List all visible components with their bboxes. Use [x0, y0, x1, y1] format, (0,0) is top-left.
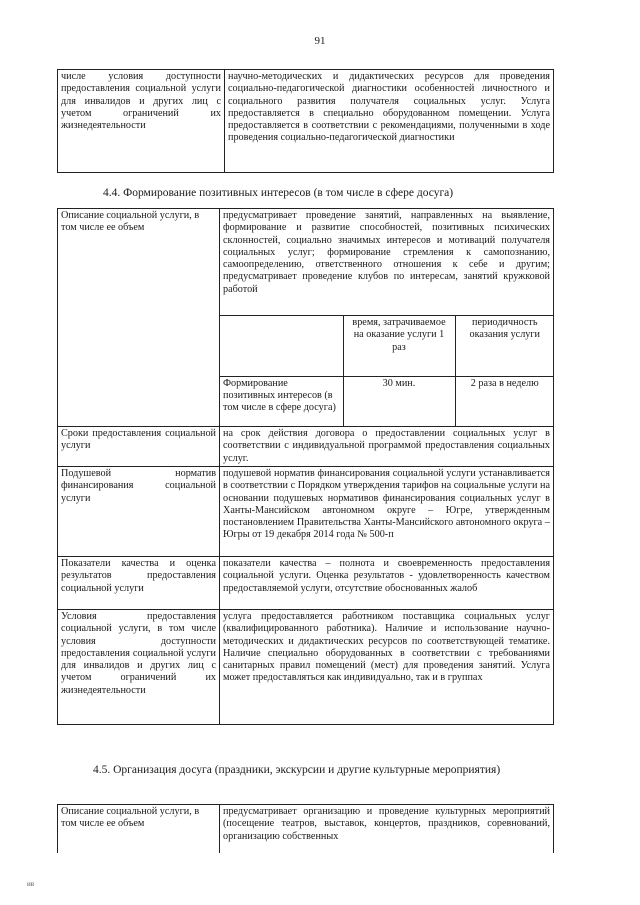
continuation-table — [57, 69, 554, 173]
norm-label-cell: Подушевой норматив финансирования социальной услуги — [58, 467, 220, 557]
table-row — [58, 427, 554, 467]
table-row — [58, 557, 554, 610]
quality-text-cell: показатели качества – полнота и своевременность предоставления социальной услуги. Оценка результатов - удовлетворенность качеством предоставляемой услуги, отсутствие обоснованных жалоб — [220, 557, 554, 610]
terms-label-cell: Сроки предоставления социальной услуги — [58, 427, 220, 467]
subtable-header-frequency: периодичность оказания услуги — [455, 316, 554, 376]
continuation-left-cell: числе условия доступности предоставления социальной услуги для инвалидов и других лиц с учетом ограничений их жизнедеятельности — [58, 70, 225, 173]
section-4-5-description-label: Описание социальной услуги, в том числе ее объем — [58, 805, 220, 854]
subtable-item-name: Формирование позитивных интересов (в том числе в сфере досуга) — [220, 376, 343, 426]
section-4-5-table — [57, 804, 554, 853]
norm-text-cell: подушевой норматив финансирования социальной услуги устанавливается в соответствии с Порядком утверждения тарифов на социальные услуги на основании подушевых нормативов финансирования социальных услуг в Ханты-Мансийском автономном округе – Югре, утвержденным постановлением Правительства Ханты-Мансийского автономного округа – Югры от 19 декабря 2014 года № 500-п — [220, 467, 554, 557]
table-row — [58, 467, 554, 557]
quality-label-cell: Показатели качества и оценка результатов предоставления социальной услуги — [58, 557, 220, 610]
subtable-header-time: время, затрачиваемое на оказание услуги 1 раз — [343, 316, 455, 376]
terms-text-cell: на срок действия договора о предоставлении социальных услуг в соответствии с индивидуальной программой предоставления социальных услуг. — [220, 427, 554, 467]
section-4-5-heading: 4.5. Организация досуга (праздники, экскурсии и другие культурные мероприятия) — [93, 764, 501, 776]
table-row — [58, 209, 554, 316]
section-4-5-description-text: предусматривает организацию и проведение культурных мероприятий (посещение театров, выставок, концертов, праздников, соревнований, организацию собственных — [223, 806, 550, 842]
section-4-4-heading: 4.4. Формирование позитивных интересов (в том числе в сфере досуга) — [103, 187, 454, 199]
table-row — [58, 610, 554, 725]
table-row — [58, 70, 554, 173]
section-4-5-description-text-cell — [220, 805, 554, 854]
time-frequency-subtable — [220, 316, 554, 426]
description-text-cell: предусматривает проведение занятий, направленных на выявление, формирование и развитие способностей, позитивных психических склонностей, социально значимых интересов и мотиваций получателя социальных услуг; формирование стремления к самопознанию, самоопределению, ответственного отношения к себе и другим; предусматривает проведение клубов по интересам, занятий кружковой работой — [220, 209, 554, 316]
conditions-label-cell: Условия предоставления социальной услуги, в том числе условия доступности предоставления социальной услуги для инвалидов и других лиц с учетом ограничений их жизнедеятельности — [58, 610, 220, 725]
page-number: 91 — [314, 35, 326, 47]
description-label-cell: Описание социальной услуги, в том числе ее объем — [58, 209, 220, 427]
subtable-time-value: 30 мин. — [343, 376, 455, 426]
time-frequency-subtable-cell — [220, 316, 554, 427]
subtable-frequency-value: 2 раза в неделю — [455, 376, 554, 426]
table-row — [220, 376, 554, 426]
table-row — [58, 805, 554, 854]
table-row — [220, 316, 554, 376]
footer-mark: ив — [27, 880, 35, 888]
conditions-text-cell: услуга предоставляется работником поставщика социальных услуг (квалифицированного работника). Наличие и использование научно-методических и дидактических ресурсов по соответствующей тематике. Наличие специально оборудованных в соответствии с требованиями санитарных правил помещений (мест) для проведения занятий. Услуга может предоставляться как индивидуально, так и в группах — [220, 610, 554, 725]
section-4-4-table — [57, 208, 554, 725]
continuation-right-cell: научно-методических и дидактических ресурсов для проведения социально-педагогической диагностики особенностей личностного и социального развития получателя социальных услуг. Услуга предоставляется в специально оборудованном помещении. Услуга предоставляется в соответствии с рекомендациями, полученными в ходе проведения социально-педагогической диагностики — [225, 70, 554, 173]
subtable-empty-cell — [220, 316, 343, 376]
